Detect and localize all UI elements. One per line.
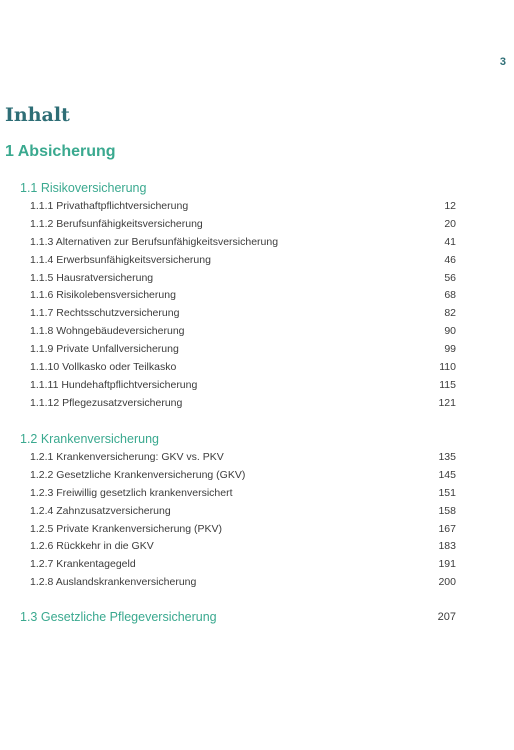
toc-entry[interactable]: [20, 556, 456, 574]
toc-entry[interactable]: [20, 287, 456, 305]
entry-page: 110: [439, 361, 456, 374]
entry-page: 191: [438, 558, 456, 571]
entry-label: 1.2.7 Krankentagegeld: [30, 558, 136, 571]
section-heading[interactable]: [20, 179, 456, 197]
entry-label: 1.2.2 Gesetzliche Krankenversicherung (GKV): [30, 468, 246, 481]
entry-label: 1.1.2 Berufsunfähigkeitsversicherung: [30, 217, 203, 230]
toc-entry[interactable]: [20, 305, 456, 323]
toc-entry[interactable]: [20, 341, 456, 359]
entry-page: 46: [444, 253, 456, 266]
entry-label: 1.1.10 Vollkasko oder Teilkasko: [30, 361, 177, 374]
toc-entry[interactable]: [20, 377, 456, 395]
entry-page: 115: [439, 378, 456, 391]
entry-page: 121: [438, 396, 456, 409]
entry-page: 135: [438, 451, 456, 463]
toc-entry[interactable]: [20, 359, 456, 377]
entry-label: 1.1.7 Rechtsschutzversicherung: [30, 307, 180, 320]
chapter-heading: 1 Absicherung: [5, 143, 116, 160]
toc-entry[interactable]: [20, 234, 456, 252]
toc-title: Inhalt: [5, 104, 70, 126]
entry-list: [20, 449, 456, 592]
page-number: 3: [499, 56, 506, 68]
entry-page: 90: [444, 325, 456, 338]
section-risikoversicherung: [20, 179, 456, 413]
entry-page: 68: [444, 289, 456, 302]
toc-entry[interactable]: [20, 449, 456, 467]
entry-page: 56: [444, 271, 456, 284]
section-page: 207: [437, 611, 456, 623]
entry-label: 1.1.9 Private Unfallversicherung: [30, 343, 179, 356]
section-pflegeversicherung: [20, 608, 456, 626]
toc-entry[interactable]: [20, 538, 456, 556]
entry-label: 1.2.5 Private Krankenversicherung (PKV): [30, 522, 223, 535]
section-heading[interactable]: [20, 430, 456, 448]
toc-entry[interactable]: [20, 323, 456, 341]
entry-page: 183: [438, 540, 456, 553]
toc-entry[interactable]: [20, 252, 456, 270]
toc-entry[interactable]: [20, 395, 456, 413]
toc-entry[interactable]: [20, 270, 456, 288]
entry-label: 1.1.4 Erwerbsunfähigkeitsversicherung: [30, 253, 211, 266]
entry-page: 145: [438, 468, 456, 481]
entry-page: 12: [444, 200, 456, 212]
entry-label: 1.2.3 Freiwillig gesetzlich krankenversichert: [30, 486, 233, 499]
entry-label: 1.1.12 Pflegezusatzversicherung: [30, 396, 183, 409]
entry-page: 151: [438, 486, 456, 499]
entry-page: 200: [438, 576, 456, 589]
entry-label: 1.1.5 Hausratversicherung: [30, 271, 154, 284]
entry-label: 1.1.11 Hundehaftpflichtversicherung: [30, 378, 198, 391]
entry-label: 1.1.1 Privathaftpflichtversicherung: [30, 200, 189, 212]
toc-entry[interactable]: [20, 198, 456, 216]
toc-entry[interactable]: [20, 503, 456, 521]
section-title: 1.3 Gesetzliche Pflegeversicherung: [20, 610, 217, 624]
toc-entry[interactable]: [20, 485, 456, 503]
entry-page: 82: [444, 307, 456, 320]
entry-label: 1.1.8 Wohngebäudeversicherung: [30, 325, 185, 338]
section-title: 1.1 Risikoversicherung: [20, 181, 147, 195]
section-title: 1.2 Krankenversicherung: [20, 432, 159, 446]
section-krankenversicherung: [20, 430, 456, 592]
entry-label: 1.1.3 Alternativen zur Berufsunfähigkeitsversicherung: [30, 235, 279, 248]
entry-page: 99: [444, 343, 456, 356]
toc-entry[interactable]: [20, 216, 456, 234]
section-heading[interactable]: [20, 608, 456, 626]
entry-label: 1.1.6 Risikolebensversicherung: [30, 289, 176, 302]
entry-page: 167: [438, 522, 456, 535]
entry-label: 1.2.1 Krankenversicherung: GKV vs. PKV: [30, 451, 224, 463]
toc-entry[interactable]: [20, 574, 456, 592]
entry-page: 158: [438, 504, 456, 517]
toc-entry[interactable]: [20, 521, 456, 539]
entry-page: 41: [444, 235, 456, 248]
entry-label: 1.2.4 Zahnzusatzversicherung: [30, 504, 171, 517]
entry-list: [20, 198, 456, 413]
entry-label: 1.2.6 Rückkehr in die GKV: [30, 540, 154, 553]
toc-entry[interactable]: [20, 467, 456, 485]
entry-label: 1.2.8 Auslandskrankenversicherung: [30, 576, 197, 589]
entry-page: 20: [444, 217, 456, 230]
